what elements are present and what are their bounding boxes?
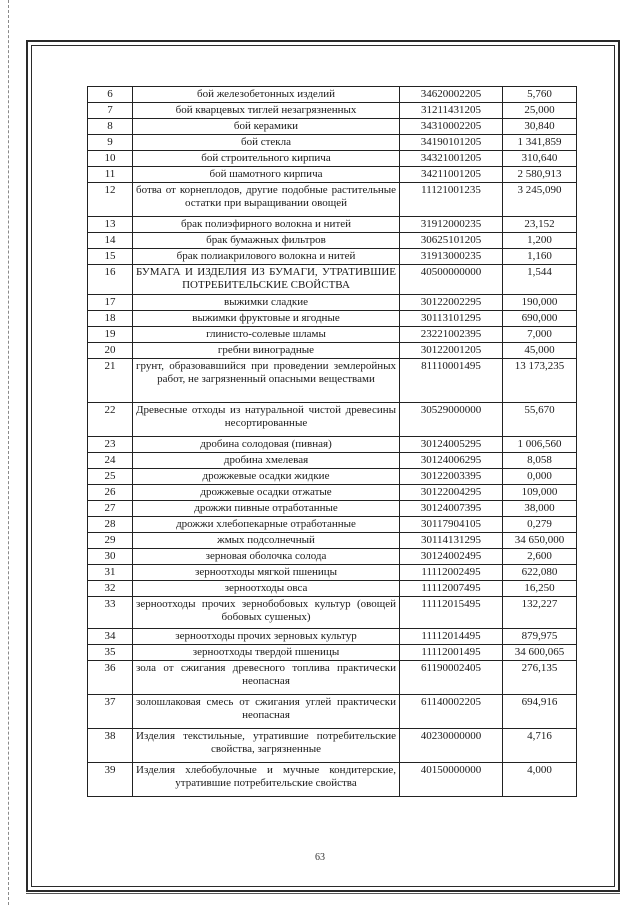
quantity-cell: 3 245,090 xyxy=(503,183,577,217)
table-row xyxy=(88,119,577,135)
table-row xyxy=(88,359,577,403)
table-row xyxy=(88,517,577,533)
row-number-cell: 32 xyxy=(88,581,133,597)
waste-table xyxy=(87,86,577,797)
row-number-cell: 26 xyxy=(88,485,133,501)
quantity-cell: 132,227 xyxy=(503,597,577,629)
table-row xyxy=(88,403,577,437)
fkko-code-cell: 34211001205 xyxy=(400,167,503,183)
quantity-cell: 7,000 xyxy=(503,327,577,343)
row-number-cell: 11 xyxy=(88,167,133,183)
row-number-cell: 37 xyxy=(88,695,133,729)
quantity-cell: 2 580,913 xyxy=(503,167,577,183)
table-row xyxy=(88,469,577,485)
quantity-cell: 694,916 xyxy=(503,695,577,729)
fkko-code-cell: 61190002405 xyxy=(400,661,503,695)
row-number-cell: 10 xyxy=(88,151,133,167)
quantity-cell: 45,000 xyxy=(503,343,577,359)
fkko-code-cell: 11121001235 xyxy=(400,183,503,217)
row-number-cell: 22 xyxy=(88,403,133,437)
table-row xyxy=(88,597,577,629)
fkko-code-cell: 30124007395 xyxy=(400,501,503,517)
row-number-cell: 9 xyxy=(88,135,133,151)
waste-name-cell: гребни виноградные xyxy=(133,343,400,359)
row-number-cell: 34 xyxy=(88,629,133,645)
waste-name-cell: зерновая оболочка солода xyxy=(133,549,400,565)
row-number-cell: 38 xyxy=(88,729,133,763)
table-row xyxy=(88,485,577,501)
table-row xyxy=(88,217,577,233)
waste-name-cell: бой шамотного кирпича xyxy=(133,167,400,183)
fkko-code-cell: 40500000000 xyxy=(400,265,503,295)
row-number-cell: 16 xyxy=(88,265,133,295)
quantity-cell: 1,160 xyxy=(503,249,577,265)
table-row xyxy=(88,233,577,249)
fkko-code-cell: 30529000000 xyxy=(400,403,503,437)
waste-name-cell: золошлаковая смесь от сжигания углей практически неопасная xyxy=(133,695,400,729)
quantity-cell: 2,600 xyxy=(503,549,577,565)
waste-name-cell: дробина хмелевая xyxy=(133,453,400,469)
quantity-cell: 55,670 xyxy=(503,403,577,437)
quantity-cell: 34 650,000 xyxy=(503,533,577,549)
fkko-code-cell: 30124006295 xyxy=(400,453,503,469)
page-frame-bottom-line xyxy=(26,893,620,894)
waste-name-cell: БУМАГА И ИЗДЕЛИЯ ИЗ БУМАГИ, УТРАТИВШИЕ ПОТРЕБИТЕЛЬСКИЕ СВОЙСТВА xyxy=(133,265,400,295)
table-row xyxy=(88,295,577,311)
table-row xyxy=(88,327,577,343)
row-number-cell: 8 xyxy=(88,119,133,135)
table-row xyxy=(88,729,577,763)
waste-name-cell: бой строительного кирпича xyxy=(133,151,400,167)
row-number-cell: 28 xyxy=(88,517,133,533)
table-row xyxy=(88,167,577,183)
row-number-cell: 24 xyxy=(88,453,133,469)
waste-name-cell: бой стекла xyxy=(133,135,400,151)
table-row xyxy=(88,311,577,327)
waste-name-cell: зерноотходы прочих зернобобовых культур (овощей бобовых сушеных) xyxy=(133,597,400,629)
row-number-cell: 29 xyxy=(88,533,133,549)
table-row xyxy=(88,629,577,645)
quantity-cell: 30,840 xyxy=(503,119,577,135)
row-number-cell: 15 xyxy=(88,249,133,265)
waste-name-cell: дрожжи пивные отработанные xyxy=(133,501,400,517)
quantity-cell: 310,640 xyxy=(503,151,577,167)
waste-name-cell: Древесные отходы из натуральной чистой древесины несортированные xyxy=(133,403,400,437)
row-number-cell: 7 xyxy=(88,103,133,119)
waste-name-cell: зола от сжигания древесного топлива практически неопасная xyxy=(133,661,400,695)
quantity-cell: 25,000 xyxy=(503,103,577,119)
quantity-cell: 8,058 xyxy=(503,453,577,469)
row-number-cell: 23 xyxy=(88,437,133,453)
quantity-cell: 4,716 xyxy=(503,729,577,763)
fkko-code-cell: 30124005295 xyxy=(400,437,503,453)
quantity-cell: 23,152 xyxy=(503,217,577,233)
quantity-cell: 1 341,859 xyxy=(503,135,577,151)
table-row xyxy=(88,763,577,797)
waste-name-cell: бой кварцевых тиглей незагрязненных xyxy=(133,103,400,119)
waste-name-cell: брак полиакрилового волокна и нитей xyxy=(133,249,400,265)
fkko-code-cell: 30117904105 xyxy=(400,517,503,533)
quantity-cell: 34 600,065 xyxy=(503,645,577,661)
table-row xyxy=(88,103,577,119)
fkko-code-cell: 34190101205 xyxy=(400,135,503,151)
table-row xyxy=(88,135,577,151)
quantity-cell: 690,000 xyxy=(503,311,577,327)
quantity-cell: 38,000 xyxy=(503,501,577,517)
row-number-cell: 31 xyxy=(88,565,133,581)
row-number-cell: 21 xyxy=(88,359,133,403)
fkko-code-cell: 34310002205 xyxy=(400,119,503,135)
table-row xyxy=(88,533,577,549)
fkko-code-cell: 11112015495 xyxy=(400,597,503,629)
fkko-code-cell: 81110001495 xyxy=(400,359,503,403)
waste-name-cell: бой керамики xyxy=(133,119,400,135)
waste-name-cell: Изделия текстильные, утратившие потребительские свойства, загрязненные xyxy=(133,729,400,763)
quantity-cell: 16,250 xyxy=(503,581,577,597)
waste-name-cell: дрожжевые осадки жидкие xyxy=(133,469,400,485)
waste-name-cell: Изделия хлебобулочные и мучные кондитерские, утратившие потребительские свойства xyxy=(133,763,400,797)
table-row xyxy=(88,183,577,217)
fkko-code-cell: 23221002395 xyxy=(400,327,503,343)
quantity-cell: 1,200 xyxy=(503,233,577,249)
fkko-code-cell: 31913000235 xyxy=(400,249,503,265)
fkko-code-cell: 30122001205 xyxy=(400,343,503,359)
row-number-cell: 6 xyxy=(88,87,133,103)
page-number: 63 xyxy=(315,852,325,863)
quantity-cell: 879,975 xyxy=(503,629,577,645)
waste-name-cell: дробина солодовая (пивная) xyxy=(133,437,400,453)
table-row xyxy=(88,549,577,565)
table-row xyxy=(88,87,577,103)
table-row xyxy=(88,581,577,597)
waste-name-cell: зерноотходы твердой пшеницы xyxy=(133,645,400,661)
quantity-cell: 4,000 xyxy=(503,763,577,797)
waste-name-cell: зерноотходы прочих зерновых культур xyxy=(133,629,400,645)
row-number-cell: 25 xyxy=(88,469,133,485)
waste-name-cell: выжимки фруктовые и ягодные xyxy=(133,311,400,327)
waste-name-cell: дрожжевые осадки отжатые xyxy=(133,485,400,501)
left-margin-dashed-line xyxy=(8,0,9,905)
fkko-code-cell: 11112001495 xyxy=(400,645,503,661)
fkko-code-cell: 31912000235 xyxy=(400,217,503,233)
row-number-cell: 14 xyxy=(88,233,133,249)
row-number-cell: 35 xyxy=(88,645,133,661)
waste-name-cell: ботва от корнеплодов, другие подобные растительные остатки при выращивании овощей xyxy=(133,183,400,217)
fkko-code-cell: 30625101205 xyxy=(400,233,503,249)
row-number-cell: 13 xyxy=(88,217,133,233)
fkko-code-cell: 34620002205 xyxy=(400,87,503,103)
fkko-code-cell: 30124002495 xyxy=(400,549,503,565)
waste-name-cell: дрожжи хлебопекарные отработанные xyxy=(133,517,400,533)
row-number-cell: 39 xyxy=(88,763,133,797)
waste-name-cell: брак полиэфирного волокна и нитей xyxy=(133,217,400,233)
table-row xyxy=(88,661,577,695)
quantity-cell: 5,760 xyxy=(503,87,577,103)
table-row xyxy=(88,343,577,359)
fkko-code-cell: 31211431205 xyxy=(400,103,503,119)
fkko-code-cell: 11112014495 xyxy=(400,629,503,645)
waste-name-cell: выжимки сладкие xyxy=(133,295,400,311)
table-row xyxy=(88,249,577,265)
table-row xyxy=(88,645,577,661)
quantity-cell: 109,000 xyxy=(503,485,577,501)
quantity-cell: 0,279 xyxy=(503,517,577,533)
waste-name-cell: грунт, образовавшийся при проведении землеройных работ, не загрязненный опасными веществами xyxy=(133,359,400,403)
table-row xyxy=(88,695,577,729)
quantity-cell: 1,544 xyxy=(503,265,577,295)
waste-table-body xyxy=(88,87,577,797)
fkko-code-cell: 61140002205 xyxy=(400,695,503,729)
waste-name-cell: глинисто-солевые шламы xyxy=(133,327,400,343)
waste-name-cell: бой железобетонных изделий xyxy=(133,87,400,103)
table-row xyxy=(88,437,577,453)
row-number-cell: 12 xyxy=(88,183,133,217)
fkko-code-cell: 30122002295 xyxy=(400,295,503,311)
quantity-cell: 276,135 xyxy=(503,661,577,695)
row-number-cell: 18 xyxy=(88,311,133,327)
fkko-code-cell: 30114131295 xyxy=(400,533,503,549)
fkko-code-cell: 30122004295 xyxy=(400,485,503,501)
fkko-code-cell: 40150000000 xyxy=(400,763,503,797)
quantity-cell: 622,080 xyxy=(503,565,577,581)
quantity-cell: 13 173,235 xyxy=(503,359,577,403)
row-number-cell: 33 xyxy=(88,597,133,629)
fkko-code-cell: 11112007495 xyxy=(400,581,503,597)
table-row xyxy=(88,453,577,469)
row-number-cell: 17 xyxy=(88,295,133,311)
row-number-cell: 19 xyxy=(88,327,133,343)
quantity-cell: 0,000 xyxy=(503,469,577,485)
table-row xyxy=(88,501,577,517)
waste-name-cell: зерноотходы овса xyxy=(133,581,400,597)
row-number-cell: 20 xyxy=(88,343,133,359)
waste-name-cell: зерноотходы мягкой пшеницы xyxy=(133,565,400,581)
fkko-code-cell: 40230000000 xyxy=(400,729,503,763)
quantity-cell: 1 006,560 xyxy=(503,437,577,453)
fkko-code-cell: 30122003395 xyxy=(400,469,503,485)
table-row xyxy=(88,265,577,295)
waste-name-cell: брак бумажных фильтров xyxy=(133,233,400,249)
fkko-code-cell: 11112002495 xyxy=(400,565,503,581)
fkko-code-cell: 34321001205 xyxy=(400,151,503,167)
quantity-cell: 190,000 xyxy=(503,295,577,311)
table-row xyxy=(88,151,577,167)
table-row xyxy=(88,565,577,581)
row-number-cell: 27 xyxy=(88,501,133,517)
waste-name-cell: жмых подсолнечный xyxy=(133,533,400,549)
row-number-cell: 36 xyxy=(88,661,133,695)
fkko-code-cell: 30113101295 xyxy=(400,311,503,327)
row-number-cell: 30 xyxy=(88,549,133,565)
